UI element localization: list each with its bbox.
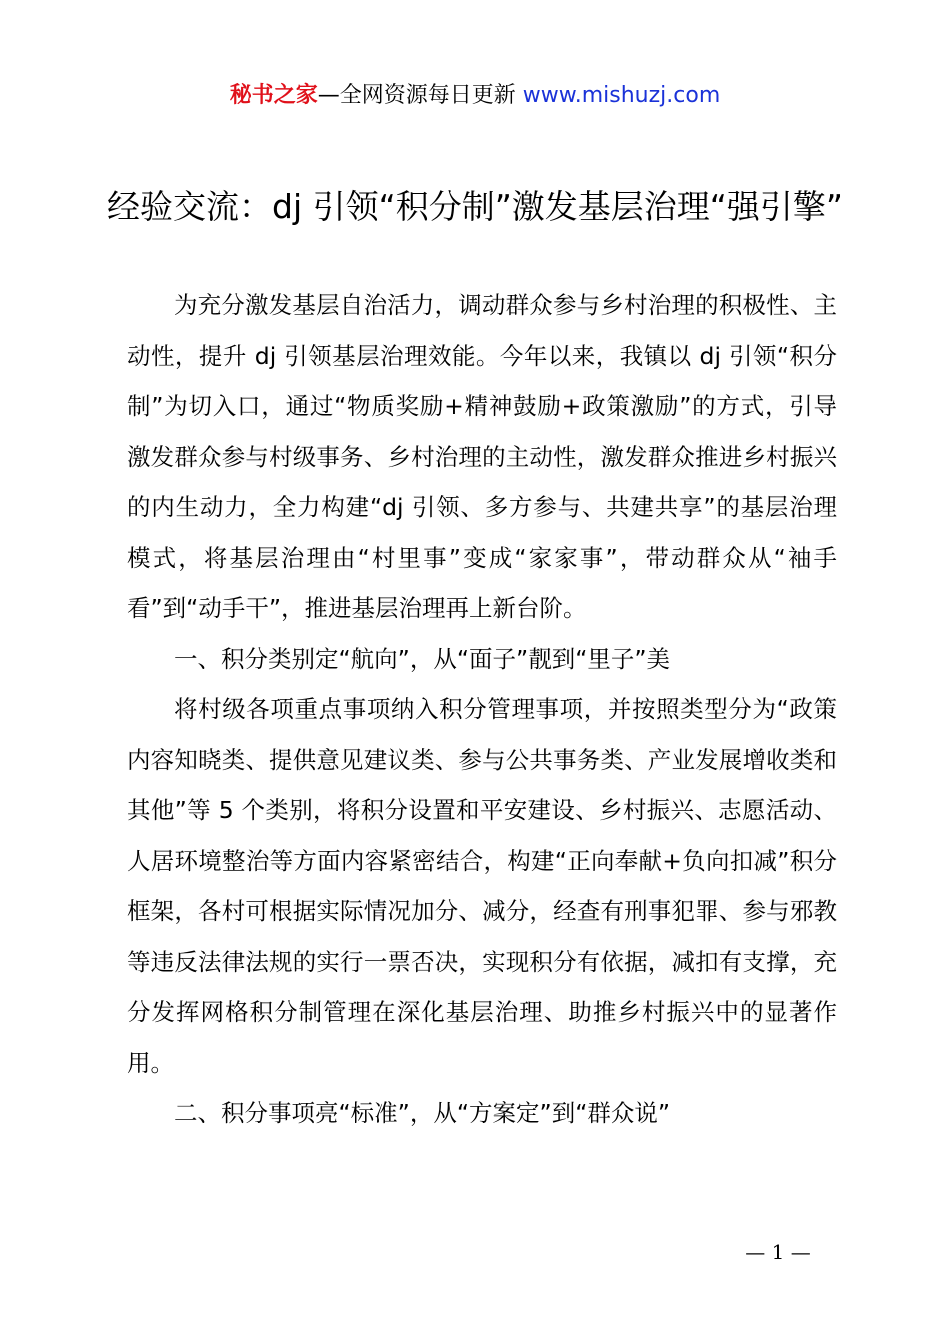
- page-number: — 1 —: [745, 1240, 811, 1264]
- section-heading-2: 二、积分事项亮“标准”，从“方案定”到“群众说”: [174, 1099, 671, 1127]
- site-banner: [0, 80, 950, 112]
- intro-paragraph: 为充分激发基层自治活力，调动群众参与乡村治理的积极性、主动性，提升 dj 引领基层治理效能。今年以来，我镇以 dj 引领“积分制”为切入口，通过“物质奖励+精神鼓励+政策激励”的方式，引导激发群众参与村级事务、乡村治理的主动性，激发群众推进乡村振兴的内生动力，全力构建“dj 引领、多方参与、共建共享”的基层治理模式，将基层治理由“村里事”变成“家家事”，带动群众从“袖手看”到“动手干”，推进基层治理再上新台阶。: [127, 291, 837, 622]
- section-heading-1: 一、积分类别定“航向”，从“面子”靓到“里子”美: [174, 644, 671, 673]
- site-brand: 秘书之家: [229, 83, 318, 108]
- site-url-link[interactable]: www.mishuzj.com: [522, 83, 721, 108]
- document-title: 经验交流：dj 引领“积分制”激发基层治理“强引擎”: [107, 187, 843, 226]
- section-1-paragraph: 将村级各项重点事项纳入积分管理事项，并按照类型分为“政策内容知晓类、提供意见建议类、参与公共事务类、产业发展增收类和其他”等 5 个类别，将积分设置和平安建设、乡村振兴、志愿活动、人居环境整治等方面内容紧密结合，构建“正向奉献+负向扣减”积分框架，各村可根据实际情况加分、减分，经查有刑事犯罪、参与邪教等违反法律法规的实行一票否决，实现积分有依据，减扣有支撑，充分发挥网格积分制管理在深化基层治理、助推乡村振兴中的显著作用。: [127, 695, 837, 1077]
- site-tagline: —全网资源每日更新: [317, 83, 523, 108]
- document-body: [127, 280, 837, 1139]
